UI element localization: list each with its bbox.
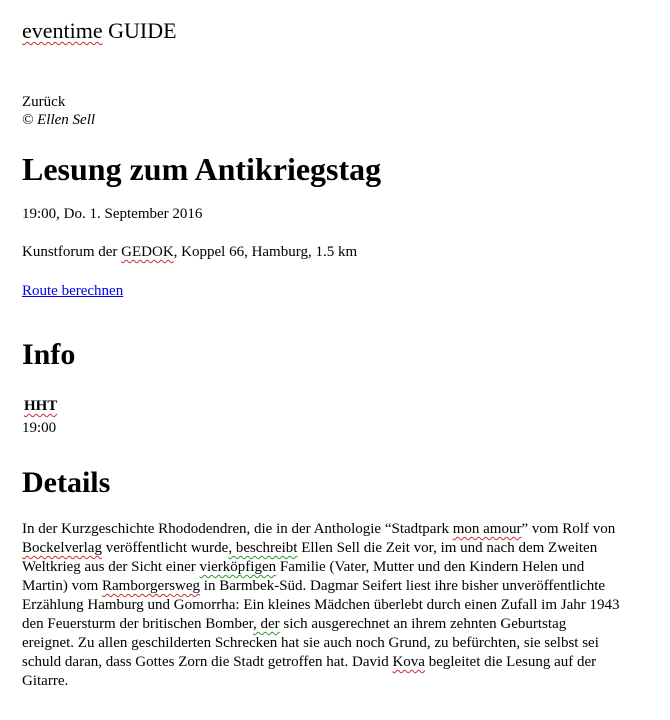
details-segment: mon amour: [452, 521, 522, 537]
info-value: 19:00: [22, 420, 57, 436]
event-venue: [22, 243, 357, 261]
image-credit: © Ellen Sell: [22, 112, 96, 128]
info-label-text: HHT: [24, 398, 58, 414]
details-segment: in Barmbek-Süd. Dagmar Seifert liest ihre bisher unveröffentlichte Erzählung Hamburg und Gomorrha: Ein kleines Mädchen überlebt durch einen Zufall im Jahr 1943 den Feuersturm der britischen Bomber: [22, 578, 620, 632]
venue-org: GEDOK: [121, 244, 174, 260]
route-link[interactable]: Route berechnen: [22, 283, 124, 299]
info-heading: Info: [22, 338, 76, 371]
details-segment: , der: [253, 616, 280, 632]
details-segment: Ellen Sell die Zeit vor, im und nach dem Zweiten Weltkrieg aus der Sicht einer: [22, 540, 598, 575]
details-segment: , beschreibt: [228, 540, 298, 556]
venue-suffix: , Koppel 66, Hamburg, 1.5 km: [173, 244, 358, 260]
details-segment: Familie (Vater, Mutter und den Kindern Helen und Martin) vom: [22, 559, 585, 594]
details-segment: begleitet die Lesung auf der Gitarre.: [22, 654, 597, 689]
details-heading: Details: [22, 466, 111, 499]
details-segment: Bockelverlag: [22, 540, 102, 556]
site-title-brand: eventime: [22, 18, 103, 43]
details-text: [22, 520, 620, 691]
details-segment: veröffentlicht wurde: [101, 540, 229, 556]
venue-prefix: Kunstforum der: [22, 244, 122, 260]
details-segment: ” vom Rolf von: [521, 521, 616, 537]
details-segment: Kova: [392, 654, 425, 670]
site-title-guide: GUIDE: [102, 18, 177, 43]
info-label: [24, 397, 57, 415]
event-datetime: 19:00, Do. 1. September 2016: [22, 206, 203, 222]
details-segment: vierköpfigen: [199, 559, 277, 575]
details-segment: Ramborgersweg: [102, 578, 201, 594]
details-segment: sich ausgerechnet an ihrem zehnten Geburtstag ereignet. Zu allen geschilderten Schrecken hat sie auch noch Grund, zu befürchten, sie selbst sei schuld daran, dass Gottes Zorn die Stadt getroffen hat. David: [22, 616, 599, 670]
back-link[interactable]: Zurück: [22, 94, 66, 110]
details-segment: In der Kurzgeschichte Rhododendren, die in der Anthologie “Stadtpark: [22, 521, 453, 537]
site-title: [22, 18, 177, 44]
event-title: Lesung zum Antikriegstag: [22, 151, 382, 187]
